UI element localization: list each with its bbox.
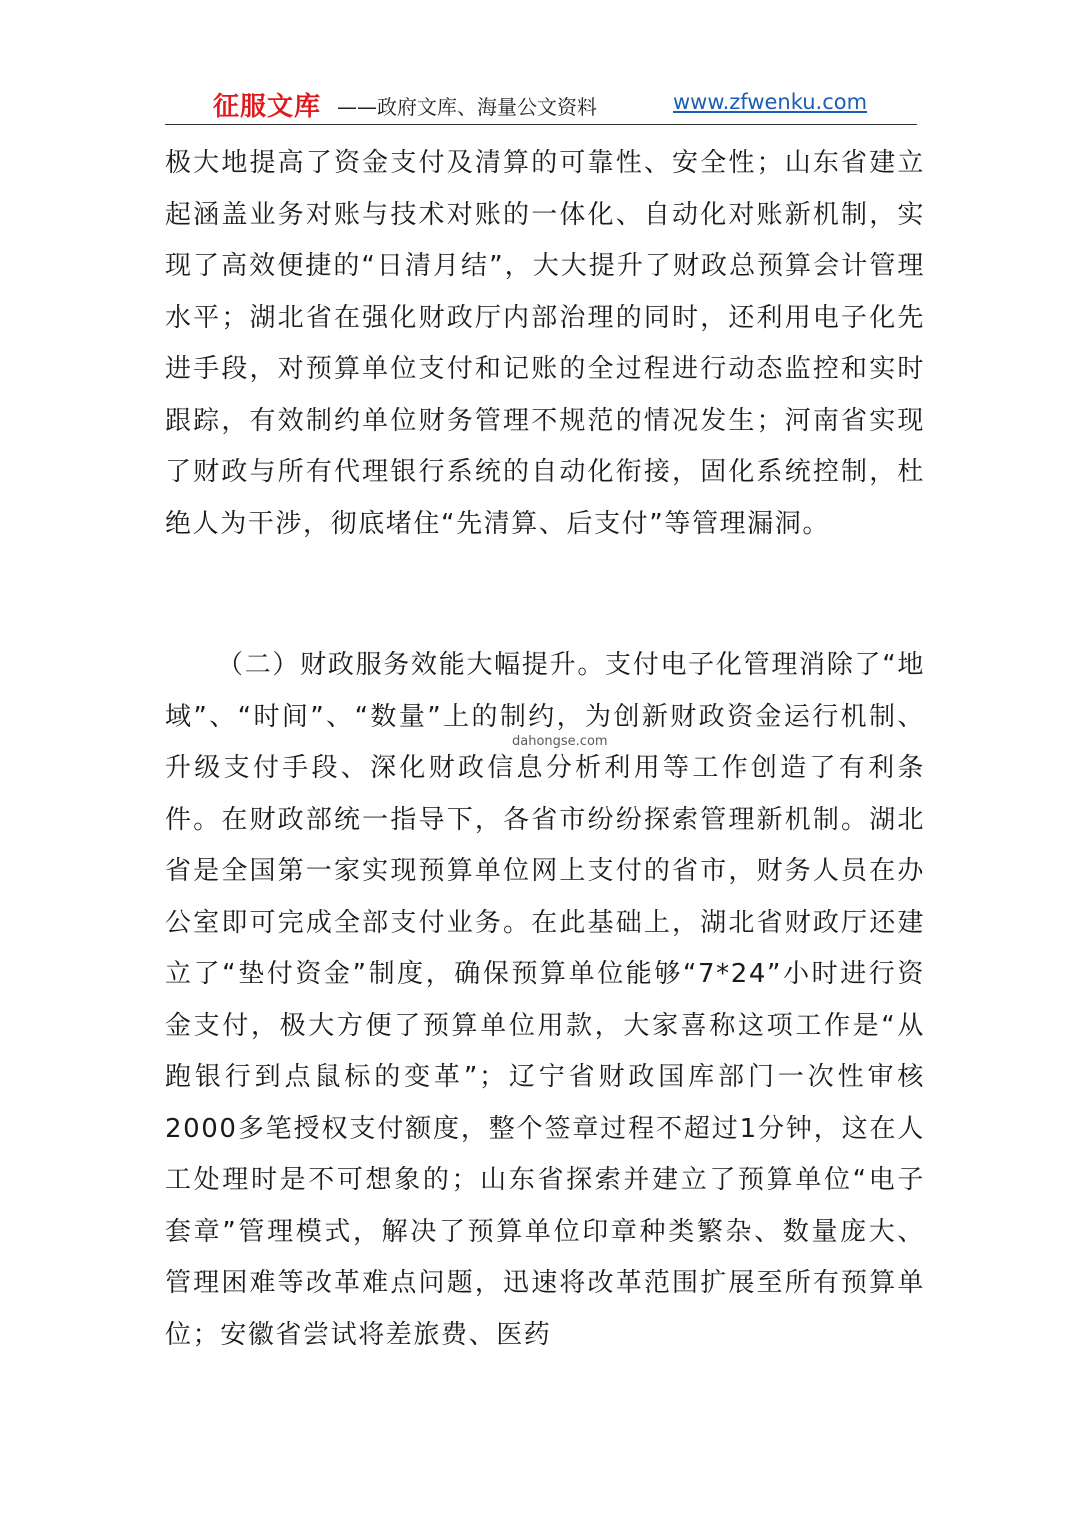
site-url-link[interactable]: www.zfwenku.com xyxy=(673,90,868,114)
watermark-text: dahongse.com xyxy=(512,734,608,749)
brand-logo-text: 征服文库 xyxy=(213,92,322,122)
body-paragraph: （二）财政服务效能大幅提升。支付电子化管理消除了“地域”、“时间”、“数量”上的制约，为创新财政资金运行机制、升级支付手段、深化财政信息分析利用等工作创造了有利条件。在财政部统一指导下，各省市纷纷探索管理新机制。湖北省是全国第一家实现预算单位网上支付的省市，财务人员在办公室即可完成全部支付业务。在此基础上，湖北省财政厅还建立了“垫付资金”制度，确保预算单位能够“7*24”小时进行资金支付，极大方便了预算单位用款，大家喜称这项工作是“从跑银行到点鼠标的变革”；辽宁省财政国库部门一次性审核2000多笔授权支付额度，整个签章过程不超过1分钟，这在人工处理时是不可想象的；山东省探索并建立了预算单位“电子套章”管理模式，解决了预算单位印章种类繁杂、数量庞大、管理困难等改革难点问题，迅速将改革范围扩展至所有预算单位；安徽省尝试将差旅费、医药 xyxy=(165,650,925,1350)
header-tagline: ——政府文库、海量公文资料 xyxy=(337,95,597,119)
body-paragraph: 极大地提高了资金支付及清算的可靠性、安全性；山东省建立起涵盖业务对账与技术对账的一体化、自动化对账新机制，实现了高效便捷的“日清月结”，大大提升了财政总预算会计管理水平；湖北省在强化财政厅内部治理的同时，还利用电子化先进手段，对预算单位支付和记账的全过程进行动态监控和实时跟踪，有效制约单位财务管理不规范的情况发生；河南省实现了财政与所有代理银行系统的自动化衔接，固化系统控制，杜绝人为干涉，彻底堵住“先清算、后支付”等管理漏洞。 xyxy=(165,148,925,539)
page-header xyxy=(165,84,917,125)
